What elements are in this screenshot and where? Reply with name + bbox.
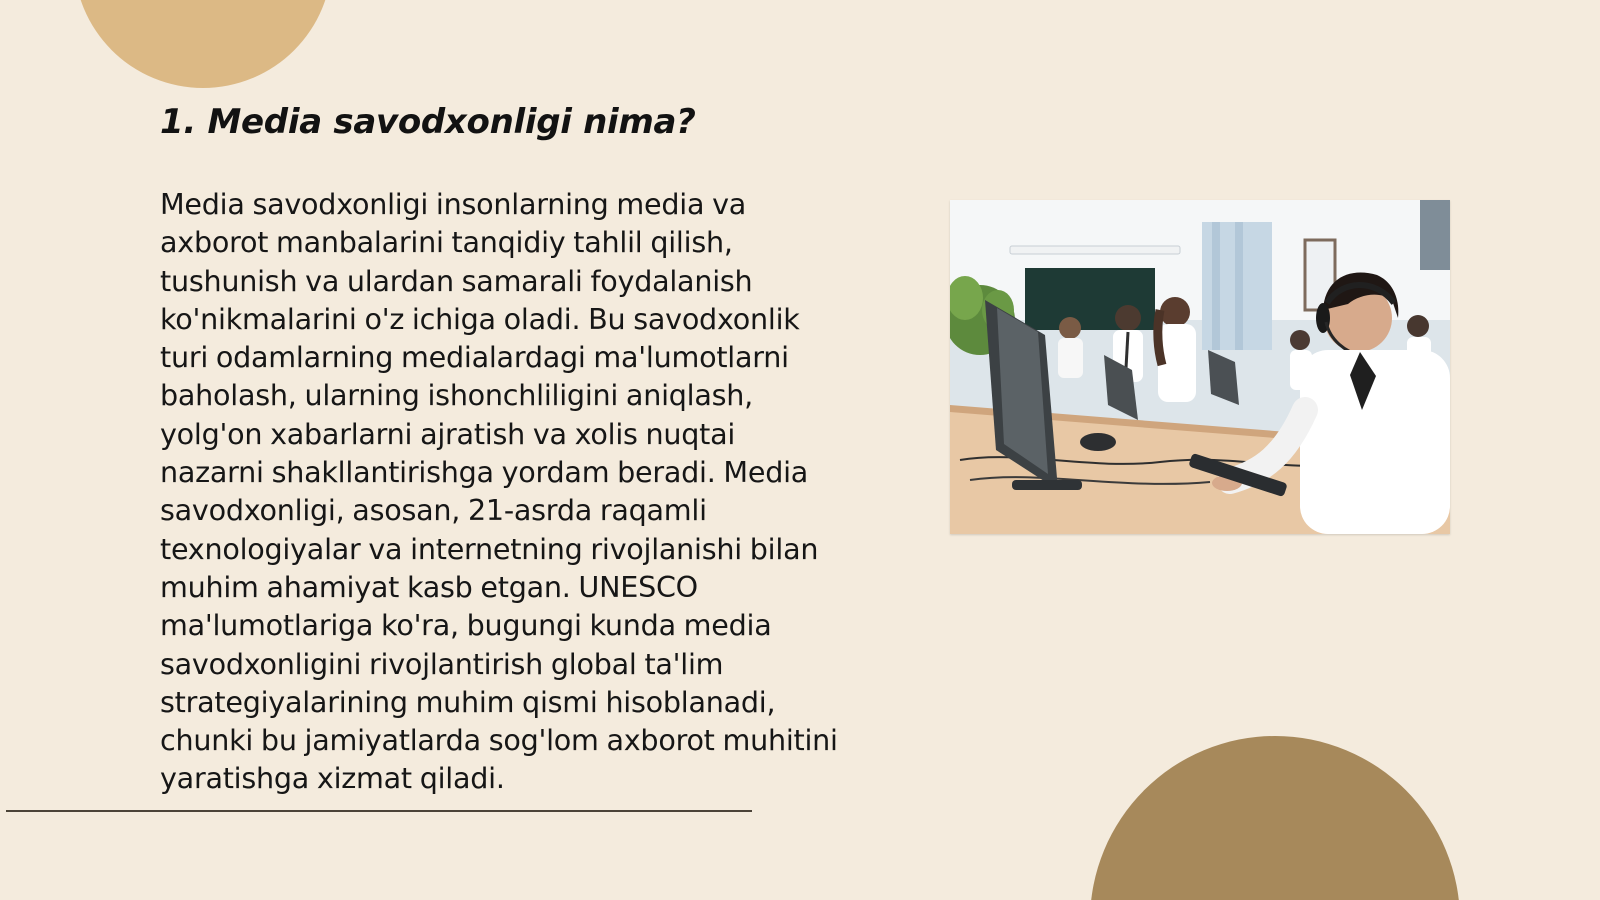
decorative-circle-top — [74, 0, 332, 88]
classroom-photo — [950, 200, 1450, 534]
classroom-photo-icon — [950, 200, 1450, 534]
horizontal-divider — [6, 810, 752, 812]
decorative-circle-bottom — [1090, 736, 1460, 900]
slide-title: 1. Media savodxonligi nima? — [160, 102, 696, 142]
slide-body-text: Media savodxonligi insonlarning media va axborot manbalarini tanqidiy tahlil qilish, tushunish va ulardan samarali foydalanish ko'nikmalarini o'z ichiga oladi. Bu savodxonlik turi odamlarning medialardagi ma'lumotlarni baholash, ularning ishonchliligini aniqlash, yolg'on xabarlarni ajratish va xolis nuqtai nazarni shakllantirishga yordam beradi. Media savodxonligi, asosan, 21-asrda raqamli texnologiyalar va internetning rivojlanishi bilan muhim ahamiyat kasb etgan. UNESCO ma'lumotlariga ko'ra, bugungi kunda media savodxonligini rivojlantirish global ta'lim strategiyalarining muhim qismi hisoblanadi, chunki bu jamiyatlarda sog'lom axborot muhitini yaratishga xizmat qiladi. — [160, 187, 838, 796]
